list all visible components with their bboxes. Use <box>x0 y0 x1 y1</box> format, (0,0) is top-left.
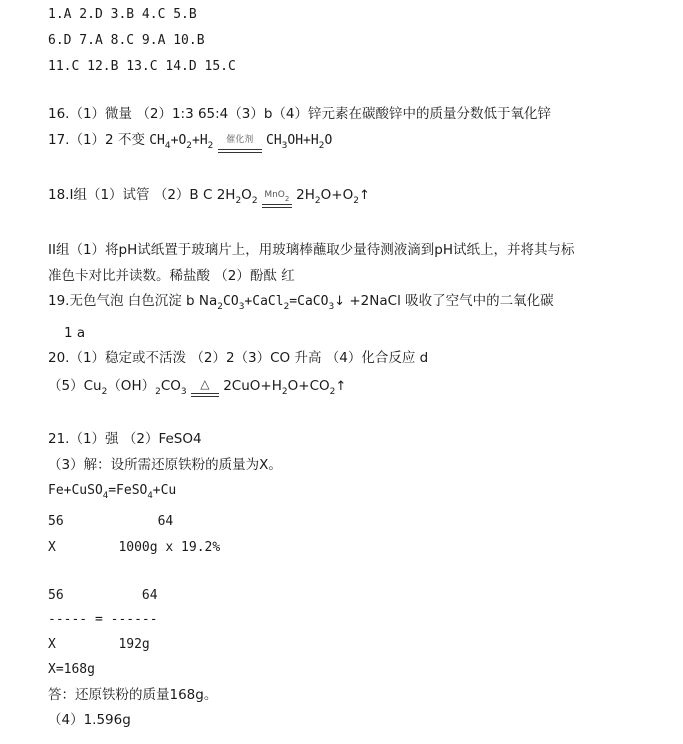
q19-line: 19.无色气泡 白色沉淀 b $Na_2CO_3+CaCl_2=CaCO_3↓$ +2NaCl 吸收了空气中的二氧化碳 <box>48 293 554 312</box>
q21-line1: 21.（1）强 （2）FeSO4 <box>48 431 202 447</box>
q21-part4: （4）1.596g <box>48 712 131 728</box>
answer-row-1: 1.A 2.D 3.B 4.C 5.B <box>48 7 197 22</box>
q21-ratio-row-2: X 1000g x 19.2% <box>48 540 221 555</box>
q21-ratio-row-4: ----- = ------ <box>48 612 158 627</box>
q21-answer: 答：还原铁粉的质量168g。 <box>48 687 218 703</box>
q21-line2: （3）解：设所需还原铁粉的质量为X。 <box>48 457 282 473</box>
q20-line2: $(5)Cu_2(OH)_2CO_3$ △ $2CuO+H_2O+CO_2↑$ <box>48 377 347 397</box>
gas-arrow-icon: ↑ <box>358 188 370 203</box>
q21-ratio-row-5: X 192g <box>48 637 150 652</box>
catalyst-condition: MnO$_2$ <box>262 186 292 204</box>
q18-line: 18.I组（1）试管 （2）B C $2H_2O_2$ MnO$_2$ $2H_2O+O_2↑$ <box>48 187 370 206</box>
answer-row-2: 6.D 7.A 8.C 9.A 10.B <box>48 33 205 48</box>
q21-ratio-row-3: 56 64 <box>48 588 158 603</box>
precipitate-arrow-icon: ↓ <box>334 294 346 309</box>
heat-condition: △ <box>191 375 219 393</box>
q16-line: 16.（1）微量 （2）1:3 65:4（3）b（4）锌元素在碳酸锌中的质量分数低于氧化锌 <box>48 106 552 122</box>
q21-equation: Fe+CuSO$_4$=FeSO$_4$+Cu <box>48 483 177 501</box>
q19-line2: 1 a <box>64 325 86 341</box>
q17-line: 17.（1）2 不变 $CH_4+O_2+H_2$ 催化剂 $CH_3OH+H_2O$ <box>48 132 333 151</box>
answer-row-3: 11.C 12.B 13.C 14.D 15.C <box>48 59 236 74</box>
gas-arrow-icon: ↑ <box>335 379 347 394</box>
q20-line1: 20.（1）稳定或不活泼 （2）2（3）CO 升高 （4）化合反应 d <box>48 350 429 366</box>
q21-ratio-row-1: 56 64 <box>48 514 174 529</box>
q18-group2-line2: 准色卡对比并读数。稀盐酸 （2）酚酞 红 <box>48 268 295 284</box>
q21-result: X=168g <box>48 662 95 677</box>
q18-group2-line1: II组（1）将pH试纸置于玻璃片上，用玻璃棒蘸取少量待测液滴到pH试纸上，并将其与标 <box>48 242 575 258</box>
catalyst-condition: 催化剂 <box>218 131 262 149</box>
